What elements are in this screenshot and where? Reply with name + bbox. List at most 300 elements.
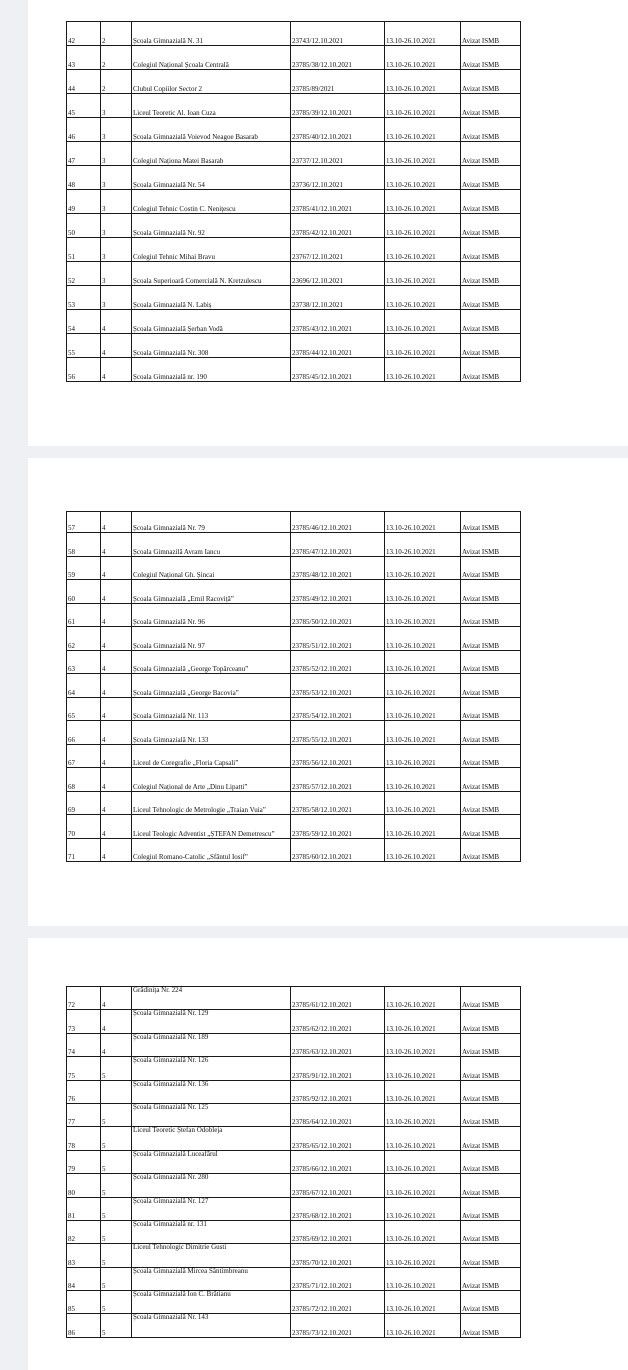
table-row bbox=[67, 70, 521, 94]
schools-table bbox=[66, 986, 521, 1338]
approval-status-cell: Avizat ISMB bbox=[461, 1244, 521, 1267]
table-row bbox=[67, 238, 521, 262]
row-number-cell: 66 bbox=[67, 721, 101, 745]
school-name-cell: Liceul Tehnologic de Metrologie „Traian Vuia” bbox=[132, 791, 291, 815]
approval-status-cell: Avizat ISMB bbox=[461, 815, 521, 839]
row-number-cell: 77 bbox=[67, 1103, 101, 1126]
approval-status-cell: Avizat ISMB bbox=[461, 262, 521, 286]
sector-cell: 5 bbox=[101, 1174, 132, 1197]
row-number-cell: 59 bbox=[67, 556, 101, 580]
registration-number-cell: 23785/89/2021 bbox=[291, 70, 385, 94]
approval-status-cell: Avizat ISMB bbox=[461, 190, 521, 214]
registration-number-cell: 23785/47/12.10.2021 bbox=[291, 533, 385, 557]
period-cell: 13.10-26.10.2021 bbox=[385, 627, 461, 651]
school-name-cell: Liceul Tehnologic Dimitrie Gusti bbox=[132, 1244, 291, 1267]
approval-status-cell: Avizat ISMB bbox=[461, 358, 521, 382]
sector-cell: 5 bbox=[101, 1150, 132, 1173]
row-number-cell: 85 bbox=[67, 1291, 101, 1314]
school-name-cell: Liceul Teologic Adventist „ȘTEFAN Demetrescu” bbox=[132, 815, 291, 839]
period-cell: 13.10-26.10.2021 bbox=[385, 190, 461, 214]
sector-cell: 5 bbox=[101, 1220, 132, 1243]
row-number-cell: 67 bbox=[67, 744, 101, 768]
approval-status-cell: Avizat ISMB bbox=[461, 1314, 521, 1337]
approval-status-cell: Avizat ISMB bbox=[461, 1174, 521, 1197]
school-name-cell: Școala Gimnazială Nr. 113 bbox=[132, 697, 291, 721]
approval-status-cell: Avizat ISMB bbox=[461, 838, 521, 862]
approval-status-cell: Avizat ISMB bbox=[461, 1033, 521, 1056]
approval-status-cell: Avizat ISMB bbox=[461, 1127, 521, 1150]
table-row bbox=[67, 358, 521, 382]
approval-status-cell: Avizat ISMB bbox=[461, 310, 521, 334]
sector-cell: 3 bbox=[101, 262, 132, 286]
table-row bbox=[67, 1010, 521, 1033]
period-cell: 13.10-26.10.2021 bbox=[385, 1127, 461, 1150]
document-page-2 bbox=[28, 458, 628, 926]
approval-status-cell: Avizat ISMB bbox=[461, 744, 521, 768]
row-number-cell: 56 bbox=[67, 358, 101, 382]
sector-cell: 4 bbox=[101, 334, 132, 358]
row-number-cell: 69 bbox=[67, 791, 101, 815]
period-cell: 13.10-26.10.2021 bbox=[385, 310, 461, 334]
approval-status-cell: Avizat ISMB bbox=[461, 286, 521, 310]
registration-number-cell: 23785/43/12.10.2021 bbox=[291, 310, 385, 334]
registration-number-cell: 23785/58/12.10.2021 bbox=[291, 791, 385, 815]
table-row bbox=[67, 1220, 521, 1243]
approval-status-cell: Avizat ISMB bbox=[461, 580, 521, 604]
sector-cell: 3 bbox=[101, 142, 132, 166]
sector-cell: 3 bbox=[101, 166, 132, 190]
school-name-cell: Școala Gimnazială Nr. 136 bbox=[132, 1080, 291, 1103]
approval-status-cell: Avizat ISMB bbox=[461, 118, 521, 142]
sector-cell: 4 bbox=[101, 1010, 132, 1033]
period-cell: 13.10-26.10.2021 bbox=[385, 262, 461, 286]
registration-number-cell: 23736/12.10.2021 bbox=[291, 166, 385, 190]
row-number-cell: 57 bbox=[67, 512, 101, 533]
registration-number-cell: 23785/62/12.10.2021 bbox=[291, 1010, 385, 1033]
table-row bbox=[67, 118, 521, 142]
school-name-cell: Colegiul Tehnic Costin C. Nenițescu bbox=[132, 190, 291, 214]
sector-cell: 4 bbox=[101, 310, 132, 334]
registration-number-cell: 23696/12.10.2021 bbox=[291, 262, 385, 286]
period-cell: 13.10-26.10.2021 bbox=[385, 214, 461, 238]
sector-cell: 4 bbox=[101, 791, 132, 815]
table-row bbox=[67, 580, 521, 604]
row-number-cell: 76 bbox=[67, 1080, 101, 1103]
school-name-cell: Școala Gimnazială nr. 190 bbox=[132, 358, 291, 382]
registration-number-cell: 23767/12.10.2021 bbox=[291, 238, 385, 262]
school-name-cell: Școala Gimnazială Nr. 280 bbox=[132, 1174, 291, 1197]
approval-status-cell: Avizat ISMB bbox=[461, 1197, 521, 1220]
table-row bbox=[67, 627, 521, 651]
approval-status-cell: Avizat ISMB bbox=[461, 22, 521, 46]
registration-number-cell: 23785/73/12.10.2021 bbox=[291, 1314, 385, 1337]
period-cell: 13.10-26.10.2021 bbox=[385, 166, 461, 190]
table-row bbox=[67, 1057, 521, 1080]
registration-number-cell: 23785/48/12.10.2021 bbox=[291, 556, 385, 580]
period-cell: 13.10-26.10.2021 bbox=[385, 674, 461, 698]
table-row bbox=[67, 721, 521, 745]
registration-number-cell: 23785/54/12.10.2021 bbox=[291, 697, 385, 721]
table-row bbox=[67, 22, 521, 46]
period-cell: 13.10-26.10.2021 bbox=[385, 697, 461, 721]
period-cell: 13.10-26.10.2021 bbox=[385, 533, 461, 557]
school-name-cell: Colegiul Naționa Matei Basarab bbox=[132, 142, 291, 166]
school-name-cell: Școala Gimnazială Nr. 143 bbox=[132, 1314, 291, 1337]
period-cell: 13.10-26.10.2021 bbox=[385, 1174, 461, 1197]
sector-cell: 3 bbox=[101, 214, 132, 238]
school-name-cell: Școala Gimnazială „Emil Racoviță” bbox=[132, 580, 291, 604]
approval-status-cell: Avizat ISMB bbox=[461, 791, 521, 815]
row-number-cell: 64 bbox=[67, 674, 101, 698]
registration-number-cell: 23785/65/12.10.2021 bbox=[291, 1127, 385, 1150]
approval-status-cell: Avizat ISMB bbox=[461, 1010, 521, 1033]
school-name-cell: Școala Gimnazială Ion C. Brătianu bbox=[132, 1291, 291, 1314]
document-page-1 bbox=[28, 0, 628, 446]
registration-number-cell: 23785/56/12.10.2021 bbox=[291, 744, 385, 768]
row-number-cell: 45 bbox=[67, 94, 101, 118]
row-number-cell: 44 bbox=[67, 70, 101, 94]
approval-status-cell: Avizat ISMB bbox=[461, 987, 521, 1010]
registration-number-cell: 23785/92/12.10.2021 bbox=[291, 1080, 385, 1103]
school-name-cell: Liceul Teoretic Al. Ioan Cuza bbox=[132, 94, 291, 118]
school-name-cell: Colegiul Național de Arte „Dinu Lipatti” bbox=[132, 768, 291, 792]
school-name-cell: Școala Gimnazială Nr. 96 bbox=[132, 603, 291, 627]
period-cell: 13.10-26.10.2021 bbox=[385, 118, 461, 142]
approval-status-cell: Avizat ISMB bbox=[461, 1057, 521, 1080]
school-name-cell: Colegiul Tehnic Mihai Bravu bbox=[132, 238, 291, 262]
sector-cell: 2 bbox=[101, 70, 132, 94]
approval-status-cell: Avizat ISMB bbox=[461, 674, 521, 698]
approval-status-cell: Avizat ISMB bbox=[461, 512, 521, 533]
row-number-cell: 53 bbox=[67, 286, 101, 310]
registration-number-cell: 23785/44/12.10.2021 bbox=[291, 334, 385, 358]
school-name-cell: Școala Gimnazială nr. 131 bbox=[132, 1220, 291, 1243]
row-number-cell: 55 bbox=[67, 334, 101, 358]
table-row bbox=[67, 94, 521, 118]
schools-table bbox=[66, 21, 521, 382]
approval-status-cell: Avizat ISMB bbox=[461, 533, 521, 557]
period-cell: 13.10-26.10.2021 bbox=[385, 1291, 461, 1314]
registration-number-cell: 23785/53/12.10.2021 bbox=[291, 674, 385, 698]
table-row bbox=[67, 533, 521, 557]
approval-status-cell: Avizat ISMB bbox=[461, 721, 521, 745]
registration-number-cell: 23785/69/12.10.2021 bbox=[291, 1220, 385, 1243]
period-cell: 13.10-26.10.2021 bbox=[385, 721, 461, 745]
row-number-cell: 86 bbox=[67, 1314, 101, 1337]
approval-status-cell: Avizat ISMB bbox=[461, 46, 521, 70]
period-cell: 13.10-26.10.2021 bbox=[385, 1033, 461, 1056]
approval-status-cell: Avizat ISMB bbox=[461, 1150, 521, 1173]
registration-number-cell: 23785/39/12.10.2021 bbox=[291, 94, 385, 118]
registration-number-cell: 23785/41/12.10.2021 bbox=[291, 190, 385, 214]
registration-number-cell: 23785/51/12.10.2021 bbox=[291, 627, 385, 651]
period-cell: 13.10-26.10.2021 bbox=[385, 70, 461, 94]
period-cell: 13.10-26.10.2021 bbox=[385, 334, 461, 358]
period-cell: 13.10-26.10.2021 bbox=[385, 650, 461, 674]
table-row bbox=[67, 1127, 521, 1150]
school-name-cell: Colegiul Național Școala Centrală bbox=[132, 46, 291, 70]
school-name-cell: Liceul Teoretic Ștefan Odobleja bbox=[132, 1127, 291, 1150]
registration-number-cell: 23785/70/12.10.2021 bbox=[291, 1244, 385, 1267]
period-cell: 13.10-26.10.2021 bbox=[385, 580, 461, 604]
registration-number-cell: 23785/57/12.10.2021 bbox=[291, 768, 385, 792]
sector-cell: 5 bbox=[101, 1057, 132, 1080]
table-row bbox=[67, 310, 521, 334]
registration-number-cell: 23785/64/12.10.2021 bbox=[291, 1103, 385, 1126]
registration-number-cell: 23785/59/12.10.2021 bbox=[291, 815, 385, 839]
period-cell: 13.10-26.10.2021 bbox=[385, 603, 461, 627]
school-name-cell: Școala Gimnazială Nr. 92 bbox=[132, 214, 291, 238]
registration-number-cell: 23785/68/12.10.2021 bbox=[291, 1197, 385, 1220]
period-cell: 13.10-26.10.2021 bbox=[385, 358, 461, 382]
sector-cell: 4 bbox=[101, 533, 132, 557]
sector-cell: 4 bbox=[101, 674, 132, 698]
table-row bbox=[67, 214, 521, 238]
school-name-cell: Școala Gimnazială N. 31 bbox=[132, 22, 291, 46]
row-number-cell: 54 bbox=[67, 310, 101, 334]
school-name-cell: Școala Superioară Comercială N. Kretzulescu bbox=[132, 262, 291, 286]
row-number-cell: 80 bbox=[67, 1174, 101, 1197]
sector-cell: 2 bbox=[101, 46, 132, 70]
approval-status-cell: Avizat ISMB bbox=[461, 627, 521, 651]
registration-number-cell: 23785/46/12.10.2021 bbox=[291, 512, 385, 533]
row-number-cell: 42 bbox=[67, 22, 101, 46]
sector-cell: 5 bbox=[101, 1291, 132, 1314]
period-cell: 13.10-26.10.2021 bbox=[385, 286, 461, 310]
row-number-cell: 51 bbox=[67, 238, 101, 262]
row-number-cell: 70 bbox=[67, 815, 101, 839]
row-number-cell: 58 bbox=[67, 533, 101, 557]
row-number-cell: 72 bbox=[67, 987, 101, 1010]
registration-number-cell: 23737/12.10.2021 bbox=[291, 142, 385, 166]
table-row bbox=[67, 1150, 521, 1173]
sector-cell: 4 bbox=[101, 815, 132, 839]
school-name-cell: Colegiul Romano-Catolic „Sfântul Iosif” bbox=[132, 838, 291, 862]
sector-cell: 3 bbox=[101, 118, 132, 142]
registration-number-cell: 23785/55/12.10.2021 bbox=[291, 721, 385, 745]
row-number-cell: 71 bbox=[67, 838, 101, 862]
approval-status-cell: Avizat ISMB bbox=[461, 650, 521, 674]
registration-number-cell: 23785/91/12.10.2021 bbox=[291, 1057, 385, 1080]
row-number-cell: 73 bbox=[67, 1010, 101, 1033]
table-row bbox=[67, 1267, 521, 1290]
school-name-cell: Școala Gimnazială Nr. 79 bbox=[132, 512, 291, 533]
period-cell: 13.10-26.10.2021 bbox=[385, 22, 461, 46]
sector-cell: 3 bbox=[101, 190, 132, 214]
row-number-cell: 47 bbox=[67, 142, 101, 166]
registration-number-cell: 23785/50/12.10.2021 bbox=[291, 603, 385, 627]
school-name-cell: Colegiul Național Gh. Șincai bbox=[132, 556, 291, 580]
school-name-cell: Școala Gimnazială Nr. 129 bbox=[132, 1010, 291, 1033]
sector-cell: 4 bbox=[101, 556, 132, 580]
sector-cell: 5 bbox=[101, 1267, 132, 1290]
registration-number-cell: 23785/60/12.10.2021 bbox=[291, 838, 385, 862]
table-row bbox=[67, 1244, 521, 1267]
registration-number-cell: 23785/42/12.10.2021 bbox=[291, 214, 385, 238]
table-row bbox=[67, 334, 521, 358]
row-number-cell: 83 bbox=[67, 1244, 101, 1267]
sector-cell: 4 bbox=[101, 838, 132, 862]
table-row bbox=[67, 556, 521, 580]
sector-cell: 5 bbox=[101, 1314, 132, 1337]
school-name-cell: Școala Gimnazială Nr. 308 bbox=[132, 334, 291, 358]
approval-status-cell: Avizat ISMB bbox=[461, 768, 521, 792]
registration-number-cell: 23785/71/12.10.2021 bbox=[291, 1267, 385, 1290]
table-row bbox=[67, 791, 521, 815]
table-row bbox=[67, 286, 521, 310]
row-number-cell: 61 bbox=[67, 603, 101, 627]
table-row bbox=[67, 1033, 521, 1056]
row-number-cell: 43 bbox=[67, 46, 101, 70]
sector-cell: 4 bbox=[101, 627, 132, 651]
period-cell: 13.10-26.10.2021 bbox=[385, 1244, 461, 1267]
sector-cell: 4 bbox=[101, 358, 132, 382]
row-number-cell: 82 bbox=[67, 1220, 101, 1243]
sector-cell: 3 bbox=[101, 286, 132, 310]
approval-status-cell: Avizat ISMB bbox=[461, 697, 521, 721]
registration-number-cell: 23785/38/12.10.2021 bbox=[291, 46, 385, 70]
table-row bbox=[67, 1103, 521, 1126]
table-row bbox=[67, 142, 521, 166]
school-name-cell: Școala Gimnazială Nr. 54 bbox=[132, 166, 291, 190]
registration-number-cell: 23785/45/12.10.2021 bbox=[291, 358, 385, 382]
table-row bbox=[67, 512, 521, 533]
table-row bbox=[67, 1174, 521, 1197]
sector-cell: 4 bbox=[101, 744, 132, 768]
table-row bbox=[67, 987, 521, 1010]
row-number-cell: 48 bbox=[67, 166, 101, 190]
row-number-cell: 49 bbox=[67, 190, 101, 214]
row-number-cell: 60 bbox=[67, 580, 101, 604]
table-row bbox=[67, 1291, 521, 1314]
sector-cell: 3 bbox=[101, 238, 132, 262]
approval-status-cell: Avizat ISMB bbox=[461, 70, 521, 94]
schools-table bbox=[66, 511, 521, 862]
table-row bbox=[67, 768, 521, 792]
registration-number-cell: 23785/61/12.10.2021 bbox=[291, 987, 385, 1010]
approval-status-cell: Avizat ISMB bbox=[461, 1080, 521, 1103]
approval-status-cell: Avizat ISMB bbox=[461, 1103, 521, 1126]
row-number-cell: 78 bbox=[67, 1127, 101, 1150]
approval-status-cell: Avizat ISMB bbox=[461, 1267, 521, 1290]
table-row bbox=[67, 697, 521, 721]
period-cell: 13.10-26.10.2021 bbox=[385, 1080, 461, 1103]
row-number-cell: 62 bbox=[67, 627, 101, 651]
school-name-cell: Școala Gimnazială N. Labiș bbox=[132, 286, 291, 310]
row-number-cell: 81 bbox=[67, 1197, 101, 1220]
sector-cell: 5 bbox=[101, 1127, 132, 1150]
row-number-cell: 52 bbox=[67, 262, 101, 286]
approval-status-cell: Avizat ISMB bbox=[461, 334, 521, 358]
registration-number-cell: 23785/66/12.10.2021 bbox=[291, 1150, 385, 1173]
table-row bbox=[67, 674, 521, 698]
school-name-cell: Liceul de Coregrafie „Floria Capsali” bbox=[132, 744, 291, 768]
table-row bbox=[67, 1197, 521, 1220]
period-cell: 13.10-26.10.2021 bbox=[385, 987, 461, 1010]
period-cell: 13.10-26.10.2021 bbox=[385, 238, 461, 262]
period-cell: 13.10-26.10.2021 bbox=[385, 838, 461, 862]
sector-cell: 4 bbox=[101, 512, 132, 533]
registration-number-cell: 23785/72/12.10.2021 bbox=[291, 1291, 385, 1314]
period-cell: 13.10-26.10.2021 bbox=[385, 556, 461, 580]
period-cell: 13.10-26.10.2021 bbox=[385, 512, 461, 533]
period-cell: 13.10-26.10.2021 bbox=[385, 1150, 461, 1173]
approval-status-cell: Avizat ISMB bbox=[461, 214, 521, 238]
school-name-cell: Școala Gimnazială Nr. 125 bbox=[132, 1103, 291, 1126]
table-row bbox=[67, 190, 521, 214]
approval-status-cell: Avizat ISMB bbox=[461, 166, 521, 190]
row-number-cell: 79 bbox=[67, 1150, 101, 1173]
table-row bbox=[67, 166, 521, 190]
school-name-cell: Școala Gimnazială Nr. 133 bbox=[132, 721, 291, 745]
row-number-cell: 68 bbox=[67, 768, 101, 792]
school-name-cell: Clubul Copiilor Sector 2 bbox=[132, 70, 291, 94]
sector-cell: 4 bbox=[101, 580, 132, 604]
sector-cell: 5 bbox=[101, 1197, 132, 1220]
approval-status-cell: Avizat ISMB bbox=[461, 556, 521, 580]
table-row bbox=[67, 46, 521, 70]
sector-cell: 4 bbox=[101, 768, 132, 792]
table-row bbox=[67, 838, 521, 862]
table-row bbox=[67, 744, 521, 768]
approval-status-cell: Avizat ISMB bbox=[461, 1220, 521, 1243]
registration-number-cell: 23785/40/12.10.2021 bbox=[291, 118, 385, 142]
sector-cell: 4 bbox=[101, 721, 132, 745]
school-name-cell: Școala Gimnazială Mircea Sântimbreanu bbox=[132, 1267, 291, 1290]
row-number-cell: 63 bbox=[67, 650, 101, 674]
approval-status-cell: Avizat ISMB bbox=[461, 1291, 521, 1314]
row-number-cell: 50 bbox=[67, 214, 101, 238]
sector-cell: 5 bbox=[101, 1103, 132, 1126]
registration-number-cell: 23785/63/12.10.2021 bbox=[291, 1033, 385, 1056]
document-page-3 bbox=[28, 938, 628, 1370]
sector-cell: 3 bbox=[101, 94, 132, 118]
school-name-cell: Școala Gimnazilă Avram Iancu bbox=[132, 533, 291, 557]
sector-cell: 2 bbox=[101, 22, 132, 46]
registration-number-cell: 23743/12.10.2021 bbox=[291, 22, 385, 46]
period-cell: 13.10-26.10.2021 bbox=[385, 1314, 461, 1337]
school-name-cell: Școala Gimnazială „George Bacovia” bbox=[132, 674, 291, 698]
row-number-cell: 74 bbox=[67, 1033, 101, 1056]
registration-number-cell: 23738/12.10.2021 bbox=[291, 286, 385, 310]
table-row bbox=[67, 262, 521, 286]
sector-cell: 4 bbox=[101, 697, 132, 721]
period-cell: 13.10-26.10.2021 bbox=[385, 1010, 461, 1033]
period-cell: 13.10-26.10.2021 bbox=[385, 815, 461, 839]
row-number-cell: 65 bbox=[67, 697, 101, 721]
sector-cell: 4 bbox=[101, 650, 132, 674]
table-row bbox=[67, 815, 521, 839]
row-number-cell: 75 bbox=[67, 1057, 101, 1080]
registration-number-cell: 23785/67/12.10.2021 bbox=[291, 1174, 385, 1197]
period-cell: 13.10-26.10.2021 bbox=[385, 1220, 461, 1243]
period-cell: 13.10-26.10.2021 bbox=[385, 1197, 461, 1220]
school-name-cell: Școala Gimnazială Nr. 127 bbox=[132, 1197, 291, 1220]
period-cell: 13.10-26.10.2021 bbox=[385, 744, 461, 768]
approval-status-cell: Avizat ISMB bbox=[461, 142, 521, 166]
row-number-cell: 46 bbox=[67, 118, 101, 142]
period-cell: 13.10-26.10.2021 bbox=[385, 46, 461, 70]
sector-cell: 4 bbox=[101, 987, 132, 1010]
school-name-cell: Școala Gimnazială Șerban Vodă bbox=[132, 310, 291, 334]
row-number-cell: 84 bbox=[67, 1267, 101, 1290]
registration-number-cell: 23785/52/12.10.2021 bbox=[291, 650, 385, 674]
period-cell: 13.10-26.10.2021 bbox=[385, 94, 461, 118]
school-name-cell: Școala Gimnazială Nr. 97 bbox=[132, 627, 291, 651]
sector-cell: 4 bbox=[101, 1033, 132, 1056]
school-name-cell: Școala Gimnazială Luceafărul bbox=[132, 1150, 291, 1173]
approval-status-cell: Avizat ISMB bbox=[461, 238, 521, 262]
